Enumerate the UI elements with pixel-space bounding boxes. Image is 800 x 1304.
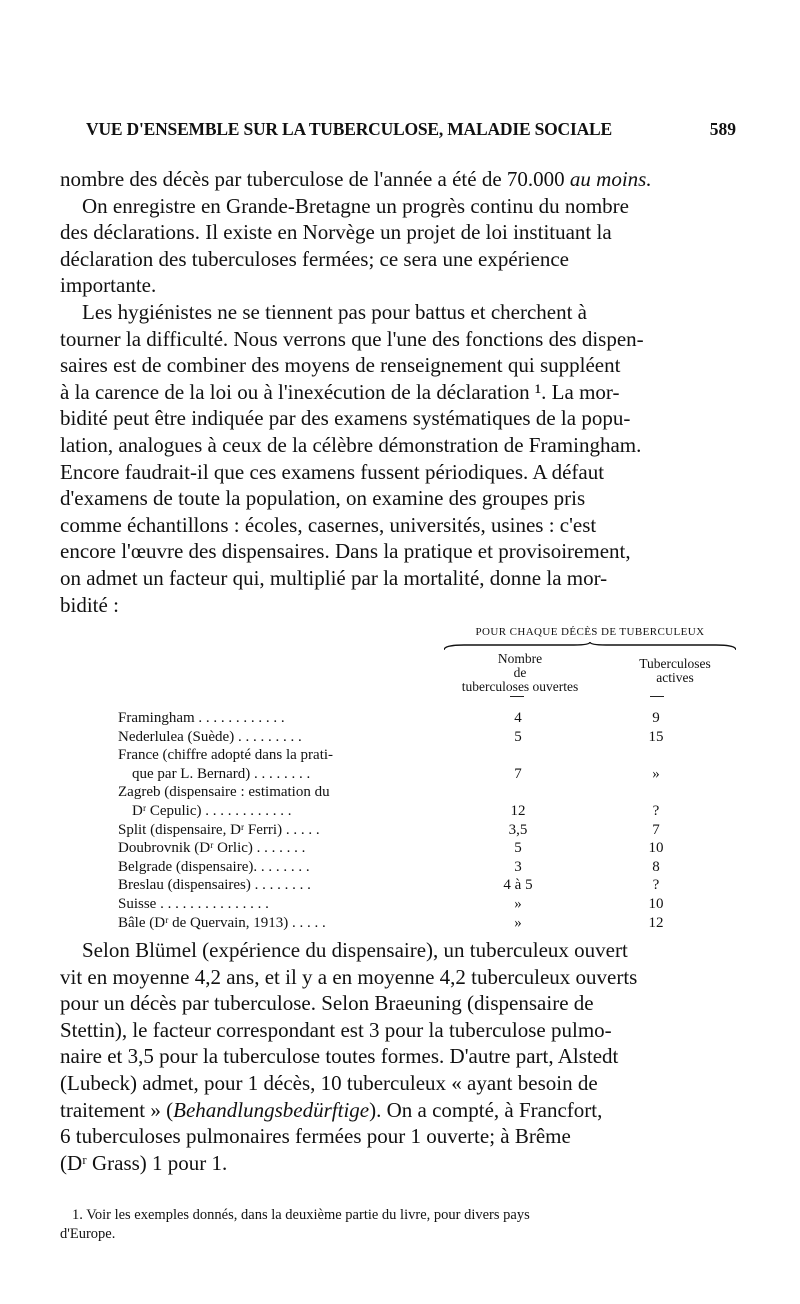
cell-active-cases: 8 (652, 858, 660, 875)
text-line: comme échantillons : écoles, casernes, universités, usines : c'est (60, 512, 597, 537)
row-label: Doubrovnik (Dʳ Orlic) . . . . . . . (118, 840, 306, 857)
table-row (118, 709, 718, 728)
text-line: traitement » (Behandlungsbedürftige). On a compté, à Francfort, (60, 1097, 603, 1122)
running-header (86, 119, 736, 143)
row-label: France (chiffre adopté dans la prati- (118, 747, 334, 764)
page-number: 589 (709, 119, 736, 139)
text-line: d'examens de toute la population, on examine des groupes pris (60, 486, 586, 511)
cell-open-cases: 3 (514, 858, 522, 875)
table-row (118, 783, 718, 802)
italic-text: Behandlungsbedürftige (173, 1097, 370, 1122)
italic-text: au moins. (569, 167, 652, 191)
text-line: pour un décès par tuberculose. Selon Braeuning (dispensaire de (60, 991, 594, 1016)
text-line: saires est de combiner des moyens de renseignement qui suppléent (60, 353, 621, 378)
text-line: importante. (60, 273, 157, 298)
text-line: (Dʳ Grass) 1 pour 1. (60, 1150, 228, 1175)
cell-active-cases: 15 (648, 728, 664, 745)
text-line: lation, analogues à ceux de la célèbre démonstration de Framingham. (60, 432, 642, 457)
table-row (118, 728, 718, 747)
text-line: 6 tuberculoses pulmonaires fermées pour 1 ouverte; à Brême (60, 1124, 571, 1149)
brace-divider (444, 642, 736, 652)
text-line: des déclarations. Il existe en Norvège un projet de loi instituant la (60, 220, 612, 245)
cell-active-cases: 12 (648, 914, 664, 931)
column-dash (510, 696, 524, 697)
text-line: bidité : (60, 592, 119, 617)
text-line: (Lubeck) admet, pour 1 décès, 10 tuberculeux « ayant besoin de (60, 1070, 598, 1095)
column-header-open-cases: Nombre de tuberculoses ouvertes (461, 651, 579, 694)
row-label: Split (dispensaire, Dʳ Ferri) . . . . . (118, 821, 320, 838)
text-line: Stettin), le facteur correspondant est 3 pour la tuberculose pulmo- (60, 1017, 612, 1042)
cell-open-cases: 5 (514, 840, 522, 857)
table-row (118, 858, 718, 877)
cell-open-cases: 4 (514, 710, 522, 726)
text-line: vit en moyenne 4,2 ans, et il y a en moyenne 4,2 tuberculeux ouverts (60, 964, 638, 989)
row-label: que par L. Bernard) . . . . . . . . (132, 765, 311, 782)
cell-active-cases: ? (652, 802, 660, 819)
column-header-active-cases: Tuberculoses actives (639, 656, 711, 685)
cell-open-cases: » (514, 914, 522, 931)
table-row (118, 876, 718, 895)
text-line: bidité peut être indiquée par des examens systématiques de la popu- (60, 406, 631, 431)
text-line: On enregistre en Grande-Bretagne un progrès continu du nombre (82, 193, 629, 218)
row-label: Dʳ Cepulic) . . . . . . . . . . . . (132, 802, 292, 819)
footnote (60, 1206, 736, 1244)
text-line: naire et 3,5 pour la tuberculose toutes formes. D'autre part, Alstedt (60, 1044, 619, 1069)
row-label: Framingham . . . . . . . . . . . . (118, 710, 285, 726)
text-line: nombre des décès par tuberculose de l'année a été de 70.000 au moins. (60, 167, 652, 191)
text-line: déclaration des tuberculoses fermées; ce sera une expérience (60, 246, 569, 271)
text-line: on admet un facteur qui, multiplié par la mortalité, donne la mor- (60, 565, 608, 590)
table-row (118, 914, 718, 933)
footnote-line: d'Europe. (60, 1226, 116, 1242)
row-label: Nederlulea (Suède) . . . . . . . . . (118, 728, 302, 745)
footnote-line: 1. Voir les exemples donnés, dans la deuxième partie du livre, pour divers pays (72, 1207, 530, 1223)
table-row (118, 839, 718, 858)
cell-active-cases: 7 (652, 821, 660, 838)
text-line: à la carence de la loi ou à l'inexécution de la déclaration ¹. La mor- (60, 379, 620, 404)
cell-active-cases: » (652, 765, 660, 782)
table-row (118, 895, 718, 914)
running-title: VUE D'ENSEMBLE SUR LA TUBERCULOSE, MALADIE SOCIALE (86, 119, 612, 139)
table-row (118, 765, 718, 784)
cell-open-cases: » (514, 895, 522, 912)
row-label: Zagreb (dispensaire : estimation du (118, 784, 330, 801)
cell-active-cases: ? (652, 877, 660, 894)
row-label: Bâle (Dʳ de Quervain, 1913) . . . . . (118, 914, 326, 931)
text-line: Les hygiénistes ne se tiennent pas pour battus et cherchent à (82, 299, 588, 324)
text-line: encore l'œuvre des dispensaires. Dans la pratique et provisoirement, (60, 539, 631, 564)
cell-active-cases: 10 (648, 840, 664, 857)
cell-active-cases: 9 (652, 710, 660, 726)
paragraph-2 (60, 937, 736, 1176)
row-label: Suisse . . . . . . . . . . . . . . . (118, 895, 269, 912)
cell-open-cases: 4 à 5 (503, 877, 533, 894)
cell-open-cases: 12 (510, 802, 526, 819)
cell-active-cases: 10 (648, 895, 664, 912)
paragraph-1 (60, 166, 736, 618)
text-line: tourner la difficulté. Nous verrons que l'une des fonctions des dispen- (60, 326, 644, 351)
data-table (118, 709, 718, 932)
column-dash (650, 696, 664, 697)
row-label: Belgrade (dispensaire). . . . . . . . (118, 858, 310, 875)
table-row (118, 821, 718, 840)
table-group-header: POUR CHAQUE DÉCÈS DE TUBERCULEUX (475, 626, 705, 638)
table-row (118, 802, 718, 821)
cell-open-cases: 7 (514, 765, 522, 782)
text-line: Encore faudrait-il que ces examens fussent périodiques. A défaut (60, 459, 605, 484)
row-label: Breslau (dispensaires) . . . . . . . . (118, 877, 311, 894)
cell-open-cases: 5 (514, 728, 522, 745)
text-line: Selon Blümel (expérience du dispensaire), un tuberculeux ouvert (82, 938, 628, 962)
cell-open-cases: 3,5 (508, 821, 528, 838)
table-row (118, 746, 718, 765)
